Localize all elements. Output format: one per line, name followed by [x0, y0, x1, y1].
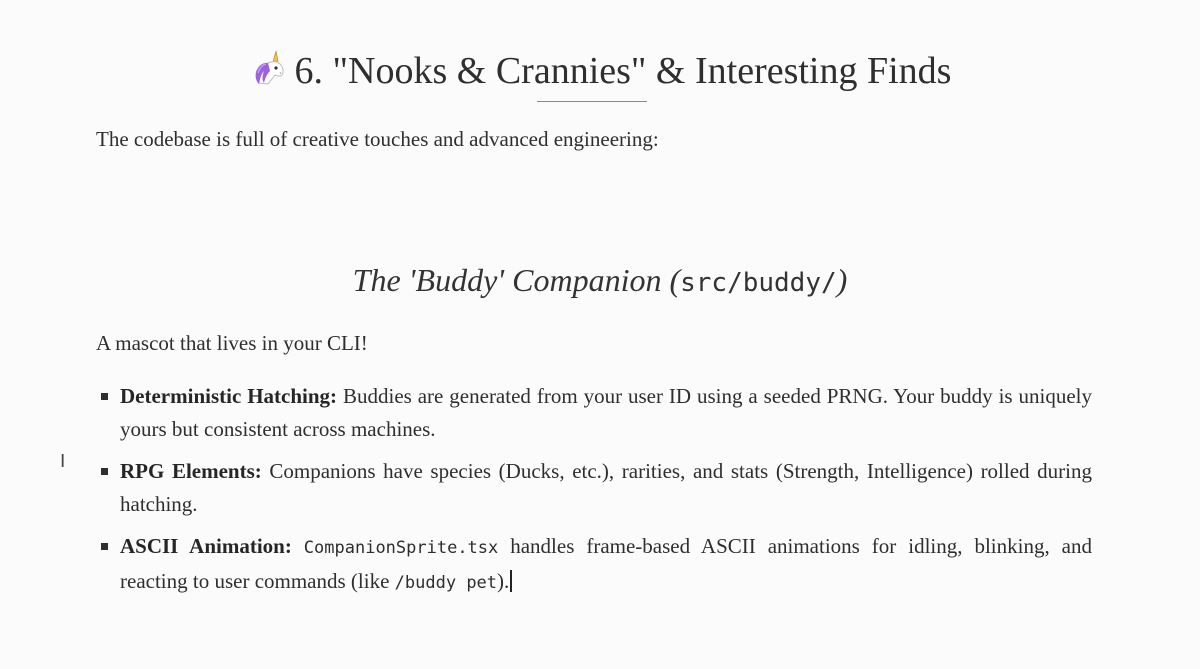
subsection-title-code: src/buddy/ — [680, 268, 837, 298]
section-heading — [0, 44, 1200, 98]
list-item-term: Deterministic Hatching: — [120, 384, 338, 408]
bullet-icon — [101, 393, 108, 400]
heading-underline — [537, 101, 647, 102]
list-item — [96, 380, 1092, 446]
list-item — [96, 455, 1092, 521]
feature-list — [96, 380, 1092, 609]
subsection-title-suffix: ) — [836, 262, 848, 298]
list-item-term: ASCII Animation: — [120, 534, 292, 558]
list-item-term: RPG Elements: — [120, 459, 262, 483]
list-item-text: handles frame-based ASCII animations for idling, blinking, and reacting to user commands (like — [120, 534, 1092, 593]
heading-text: 6. "Nooks & Crannies" & Interesting Finds — [294, 50, 952, 92]
subsection-title — [0, 257, 1200, 306]
bullet-icon — [101, 468, 108, 475]
intro-paragraph: The codebase is full of creative touches and advanced engineering: — [96, 127, 659, 151]
unicorn-icon — [249, 48, 289, 88]
list-item-text: ). — [497, 569, 510, 593]
bullet-icon — [101, 543, 108, 550]
text-caret — [510, 570, 512, 592]
subsection-title-prefix: The 'Buddy' Companion ( — [352, 262, 681, 298]
tagline-paragraph: A mascot that lives in your CLI! — [96, 331, 368, 355]
list-item — [96, 530, 1092, 600]
inline-code: CompanionSprite.tsx — [303, 538, 499, 558]
inline-code: /buddy pet — [394, 573, 498, 593]
list-item-text: Buddies are generated from your user ID using a seeded PRNG. Your buddy is uniquely yours but consistent across machines. — [120, 384, 1092, 441]
ibeam-cursor-icon: I — [60, 451, 66, 472]
list-item-text: Companions have species (Ducks, etc.), rarities, and stats (Strength, Intelligence) rolled during hatching. — [120, 459, 1092, 516]
